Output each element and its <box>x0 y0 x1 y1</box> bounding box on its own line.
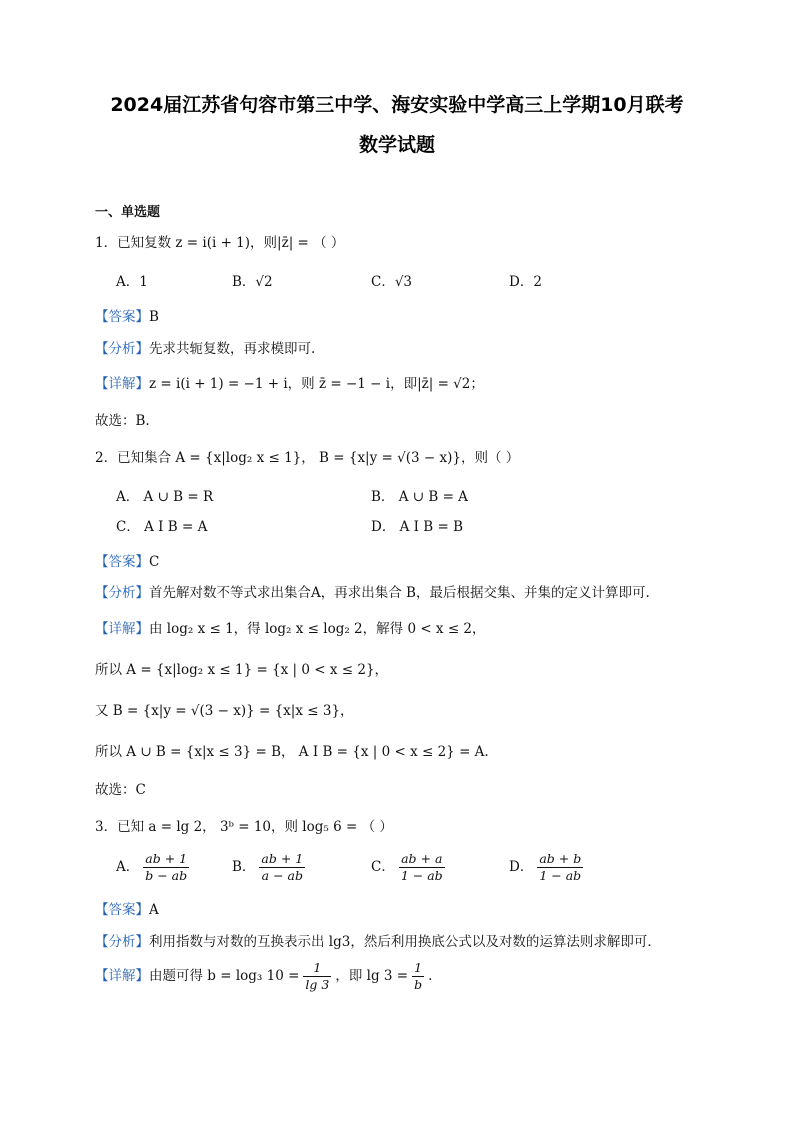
q3-detail-fraction-2-denominator: b <box>414 977 423 992</box>
q2-choose: 故选：C <box>95 782 146 798</box>
detail-tag: 【详解】 <box>95 376 149 392</box>
q1-option-a: A．1 <box>116 274 148 290</box>
q3-detail-fraction-1-numerator: 1 <box>303 960 331 977</box>
q3-answer-value: A <box>149 902 159 918</box>
answer-tag: 【答案】 <box>95 902 149 918</box>
q3-option-d-numerator: ab + b <box>539 851 582 866</box>
q3-option-d <box>509 851 587 884</box>
q2-stem: 2．已知集合 A = {x|log₂ x ≤ 1}， B = {x|y = √(3 − x)}，则（ ） <box>95 450 520 466</box>
q3-option-c-label: C． <box>371 859 395 875</box>
analysis-tag: 【分析】 <box>95 585 149 601</box>
q3-answer <box>95 900 159 920</box>
q2-detail-text: 由 log₂ x ≤ 1，得 log₂ x ≤ log₂ 2，解得 0 < x ≤ 2， <box>149 621 486 637</box>
q3-detail-mid: ，即 lg 3 = <box>335 968 409 984</box>
q3-option-c-fraction <box>399 851 445 884</box>
q2-option-c: C． A I B = A <box>116 519 208 535</box>
q1-analysis-text: 先求共轭复数，再求模即可. <box>149 341 316 357</box>
q3-detail-fraction-1-denominator: lg 3 <box>305 977 330 992</box>
q3-option-a-numerator: ab + 1 <box>143 851 189 868</box>
q3-detail-pre: 由题可得 b = log₃ 10 = <box>149 968 300 984</box>
q2-answer-value: C <box>149 554 160 570</box>
answer-tag: 【答案】 <box>95 309 149 325</box>
q3-detail-end: . <box>428 968 433 984</box>
document-subtitle: 数学试题 <box>358 134 435 156</box>
q2-option-d: D． A I B = B <box>371 519 464 535</box>
q3-option-a <box>116 851 193 884</box>
q1-answer-value: B <box>149 309 159 325</box>
q2-line-a: 所以 A = {x|log₂ x ≤ 1} = {x | 0 < x ≤ 2}， <box>95 662 389 678</box>
answer-tag: 【答案】 <box>95 554 149 570</box>
q1-option-b: B．√2 <box>232 274 273 290</box>
q3-detail-fraction-2-numerator: 1 <box>412 960 424 977</box>
q1-stem: 1．已知复数 z = i(i + 1)，则|z̄| = （ ） <box>95 235 345 251</box>
q2-analysis-text: 首先解对数不等式求出集合A，再求出集合 B，最后根据交集、并集的定义计算即可. <box>149 585 650 601</box>
q2-line-b: 又 B = {x|y = √(3 − x)} = {x|x ≤ 3}， <box>95 703 354 719</box>
q3-option-c-numerator: ab + a <box>399 851 445 868</box>
q2-option-b: B． A ∪ B = A <box>371 489 468 505</box>
q3-detail-fraction-2 <box>412 960 424 993</box>
q3-analysis-text: 利用指数与对数的互换表示出 lg3，然后利用换底公式以及对数的运算法则求解即可． <box>149 934 661 950</box>
q2-option-a: A． A ∪ B = R <box>116 489 214 505</box>
q3-detail-fraction-1 <box>303 960 331 993</box>
q2-answer <box>95 552 159 572</box>
q3-option-b-fraction <box>259 851 305 884</box>
q3-option-a-fraction <box>143 851 189 884</box>
q3-option-d-fraction <box>537 851 583 884</box>
q3-option-d-label: D． <box>509 859 534 875</box>
q3-option-b-denominator: a − ab <box>261 868 303 883</box>
q3-stem: 3．已知 a = lg 2， 3ᵇ = 10，则 log₅ 6 = （ ） <box>95 819 393 835</box>
q1-analysis <box>95 339 315 359</box>
q3-option-a-label: A． <box>116 859 140 875</box>
q3-option-c-denominator: 1 − ab <box>400 868 443 883</box>
detail-tag: 【详解】 <box>95 968 149 984</box>
analysis-tag: 【分析】 <box>95 934 149 950</box>
q1-detail-text: z = i(i + 1) = −1 + i，则 z̄ = −1 − i，即|z̄| = √2； <box>149 376 484 392</box>
q3-option-a-denominator: b − ab <box>145 868 188 883</box>
q1-choose: 故选：B. <box>95 413 150 429</box>
q2-analysis <box>95 583 650 603</box>
q1-option-c: C．√3 <box>371 274 413 290</box>
q1-detail <box>95 374 484 394</box>
q2-line-c: 所以 A ∪ B = {x|x ≤ 3} = B， A I B = {x | 0 < x ≤ 2} = A. <box>95 744 489 760</box>
q3-analysis <box>95 932 661 952</box>
section-heading: 一、单选题 <box>95 205 161 220</box>
q3-option-b <box>232 851 309 884</box>
q3-option-c <box>371 851 449 884</box>
analysis-tag: 【分析】 <box>95 341 149 357</box>
q1-option-d: D．2 <box>509 274 542 290</box>
q1-answer <box>95 307 159 327</box>
q3-option-d-denominator: 1 − ab <box>539 868 582 883</box>
document-title: 2024届江苏省句容市第三中学、海安实验中学高三上学期10月联考 <box>110 94 684 116</box>
q3-option-b-numerator: ab + 1 <box>261 851 304 866</box>
q3-detail <box>95 960 432 993</box>
q2-detail <box>95 619 486 639</box>
detail-tag: 【详解】 <box>95 621 149 637</box>
q3-option-b-label: B． <box>232 859 256 875</box>
